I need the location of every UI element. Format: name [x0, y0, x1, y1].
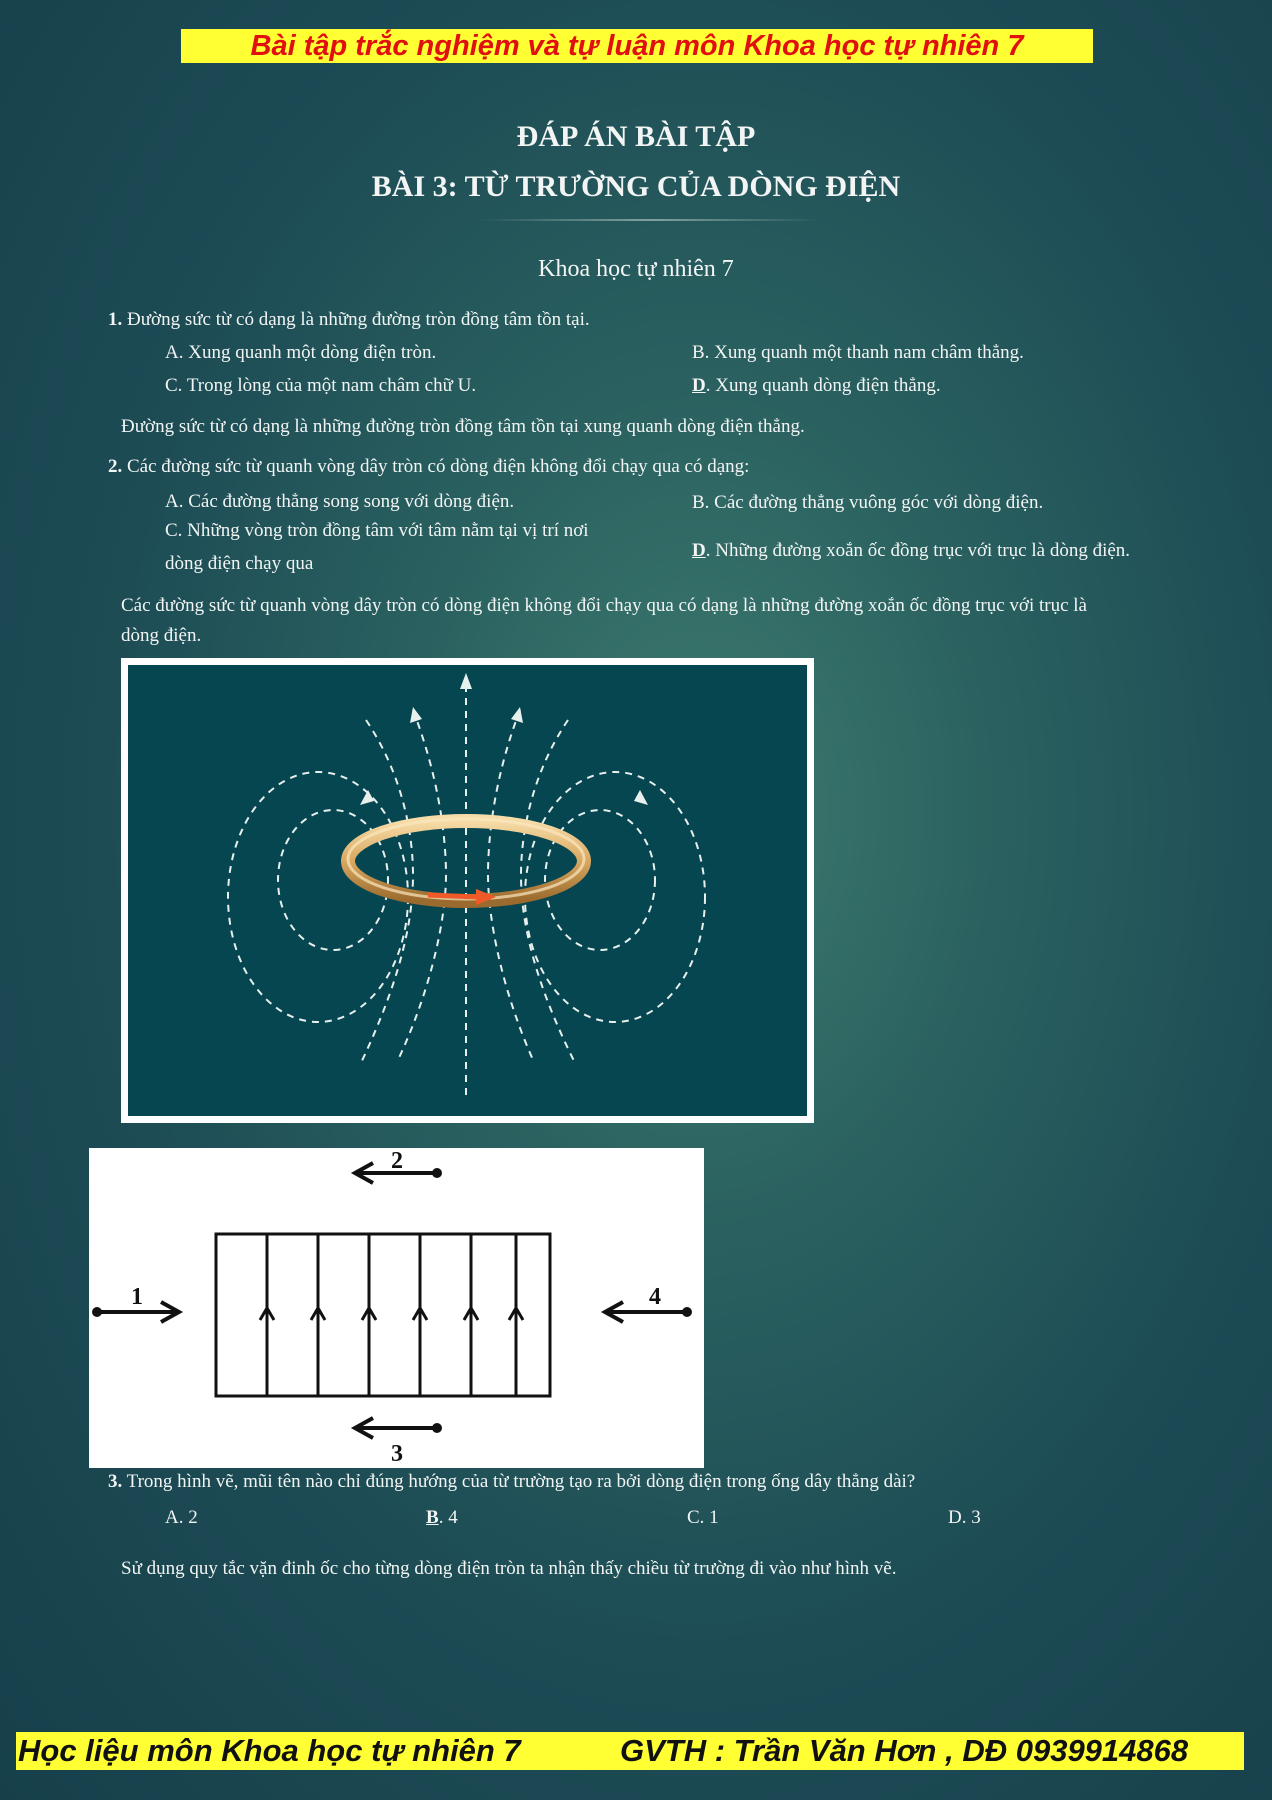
- q2-answer-line2: dòng điện.: [121, 625, 202, 646]
- lesson-title: BÀI 3: TỪ TRƯỜNG CỦA DÒNG ĐIỆN: [371, 170, 901, 203]
- q2-option-a: A. Các đường thẳng song song với dòng điện.: [165, 491, 515, 512]
- question-3: [108, 1471, 915, 1493]
- answer-key: D: [692, 540, 706, 561]
- answer-key: D: [692, 375, 706, 396]
- solenoid-arrows-figure: [89, 1148, 704, 1468]
- q2-option-b: B. Các đường thẳng vuông góc với dòng điện.: [692, 492, 1044, 513]
- question-number: 2.: [108, 456, 123, 477]
- option-text: . Những đường xoắn ốc đồng trục với trục là dòng điện.: [705, 540, 1131, 561]
- figure-background: [128, 665, 807, 1116]
- question-number: 1.: [108, 309, 123, 330]
- q3-option-c: C. 1: [687, 1507, 719, 1528]
- footer-banner: [16, 1732, 1244, 1770]
- coil-direction-arrows: [260, 1308, 523, 1320]
- q2-answer-line1: Các đường sức từ quanh vòng dây tròn có dòng điện không đổi chạy qua có dạng là những đường xoắn ốc đồng trục với trục là: [121, 595, 1087, 616]
- page-title: ĐÁP ÁN BÀI TẬP: [516, 120, 756, 153]
- q1-answer: Đường sức từ có dạng là những đường tròn đồng tâm tồn tại xung quanh dòng điện thẳng.: [121, 416, 805, 437]
- q1-option-b: B. Xung quanh một thanh nam châm thẳng.: [692, 342, 1024, 363]
- q1-option-a: A. Xung quanh một dòng điện tròn.: [165, 342, 437, 363]
- q1-option-d: [692, 375, 941, 397]
- arrow-label-1: 1: [131, 1284, 143, 1310]
- solenoid-coil: [216, 1234, 550, 1396]
- title-divider: [480, 219, 820, 221]
- question-text: Đường sức từ có dạng là những đường tròn đồng tâm tồn tại.: [127, 309, 590, 330]
- arrow-label-4: 4: [649, 1284, 661, 1310]
- q3-option-a: A. 2: [165, 1507, 198, 1528]
- q2-option-c-line1: C. Những vòng tròn đồng tâm với tâm nằm tại vị trí nơi: [165, 520, 589, 541]
- q2-option-d: [692, 540, 1130, 562]
- answer-key: B: [426, 1507, 439, 1528]
- option-text: . 4: [438, 1507, 458, 1528]
- arrow-label-3: 3: [391, 1441, 403, 1467]
- field-lines-illustration: [128, 665, 807, 1116]
- q3-option-b: [426, 1507, 458, 1529]
- arrow-tail-dots: [92, 1168, 692, 1433]
- question-number: 3.: [108, 1471, 123, 1492]
- question-1: [108, 309, 590, 331]
- question-2: [108, 456, 749, 478]
- q3-answer: Sử dụng quy tắc vặn đinh ốc cho từng dòng điện tròn ta nhận thấy chiều từ trường đi vào như hình vẽ.: [121, 1558, 897, 1579]
- q1-option-c: C. Trong lòng của một nam châm chữ U.: [165, 375, 477, 396]
- option-text: . Xung quanh dòng điện thẳng.: [705, 375, 941, 396]
- footer-left: Học liệu môn Khoa học tự nhiên 7: [18, 1733, 521, 1768]
- subject-name: Khoa học tự nhiên 7: [538, 256, 734, 282]
- circular-loop-field-figure: [121, 658, 814, 1123]
- question-text: Các đường sức từ quanh vòng dây tròn có dòng điện không đổi chạy qua có dạng:: [127, 456, 750, 477]
- footer-right: GVTH : Trần Văn Hơn , DĐ 0939914868: [620, 1733, 1189, 1768]
- q2-option-c-line2: dòng điện chạy qua: [165, 553, 314, 574]
- arrow-label-2: 2: [391, 1148, 403, 1174]
- top-banner: Bài tập trắc nghiệm và tự luận môn Khoa học tự nhiên 7: [181, 29, 1093, 63]
- question-text: Trong hình vẽ, mũi tên nào chỉ đúng hướng của từ trường tạo ra bởi dòng điện trong ống dây thẳng dài?: [126, 1471, 916, 1492]
- solenoid-diagram: [89, 1148, 704, 1468]
- q3-option-d: D. 3: [948, 1507, 981, 1528]
